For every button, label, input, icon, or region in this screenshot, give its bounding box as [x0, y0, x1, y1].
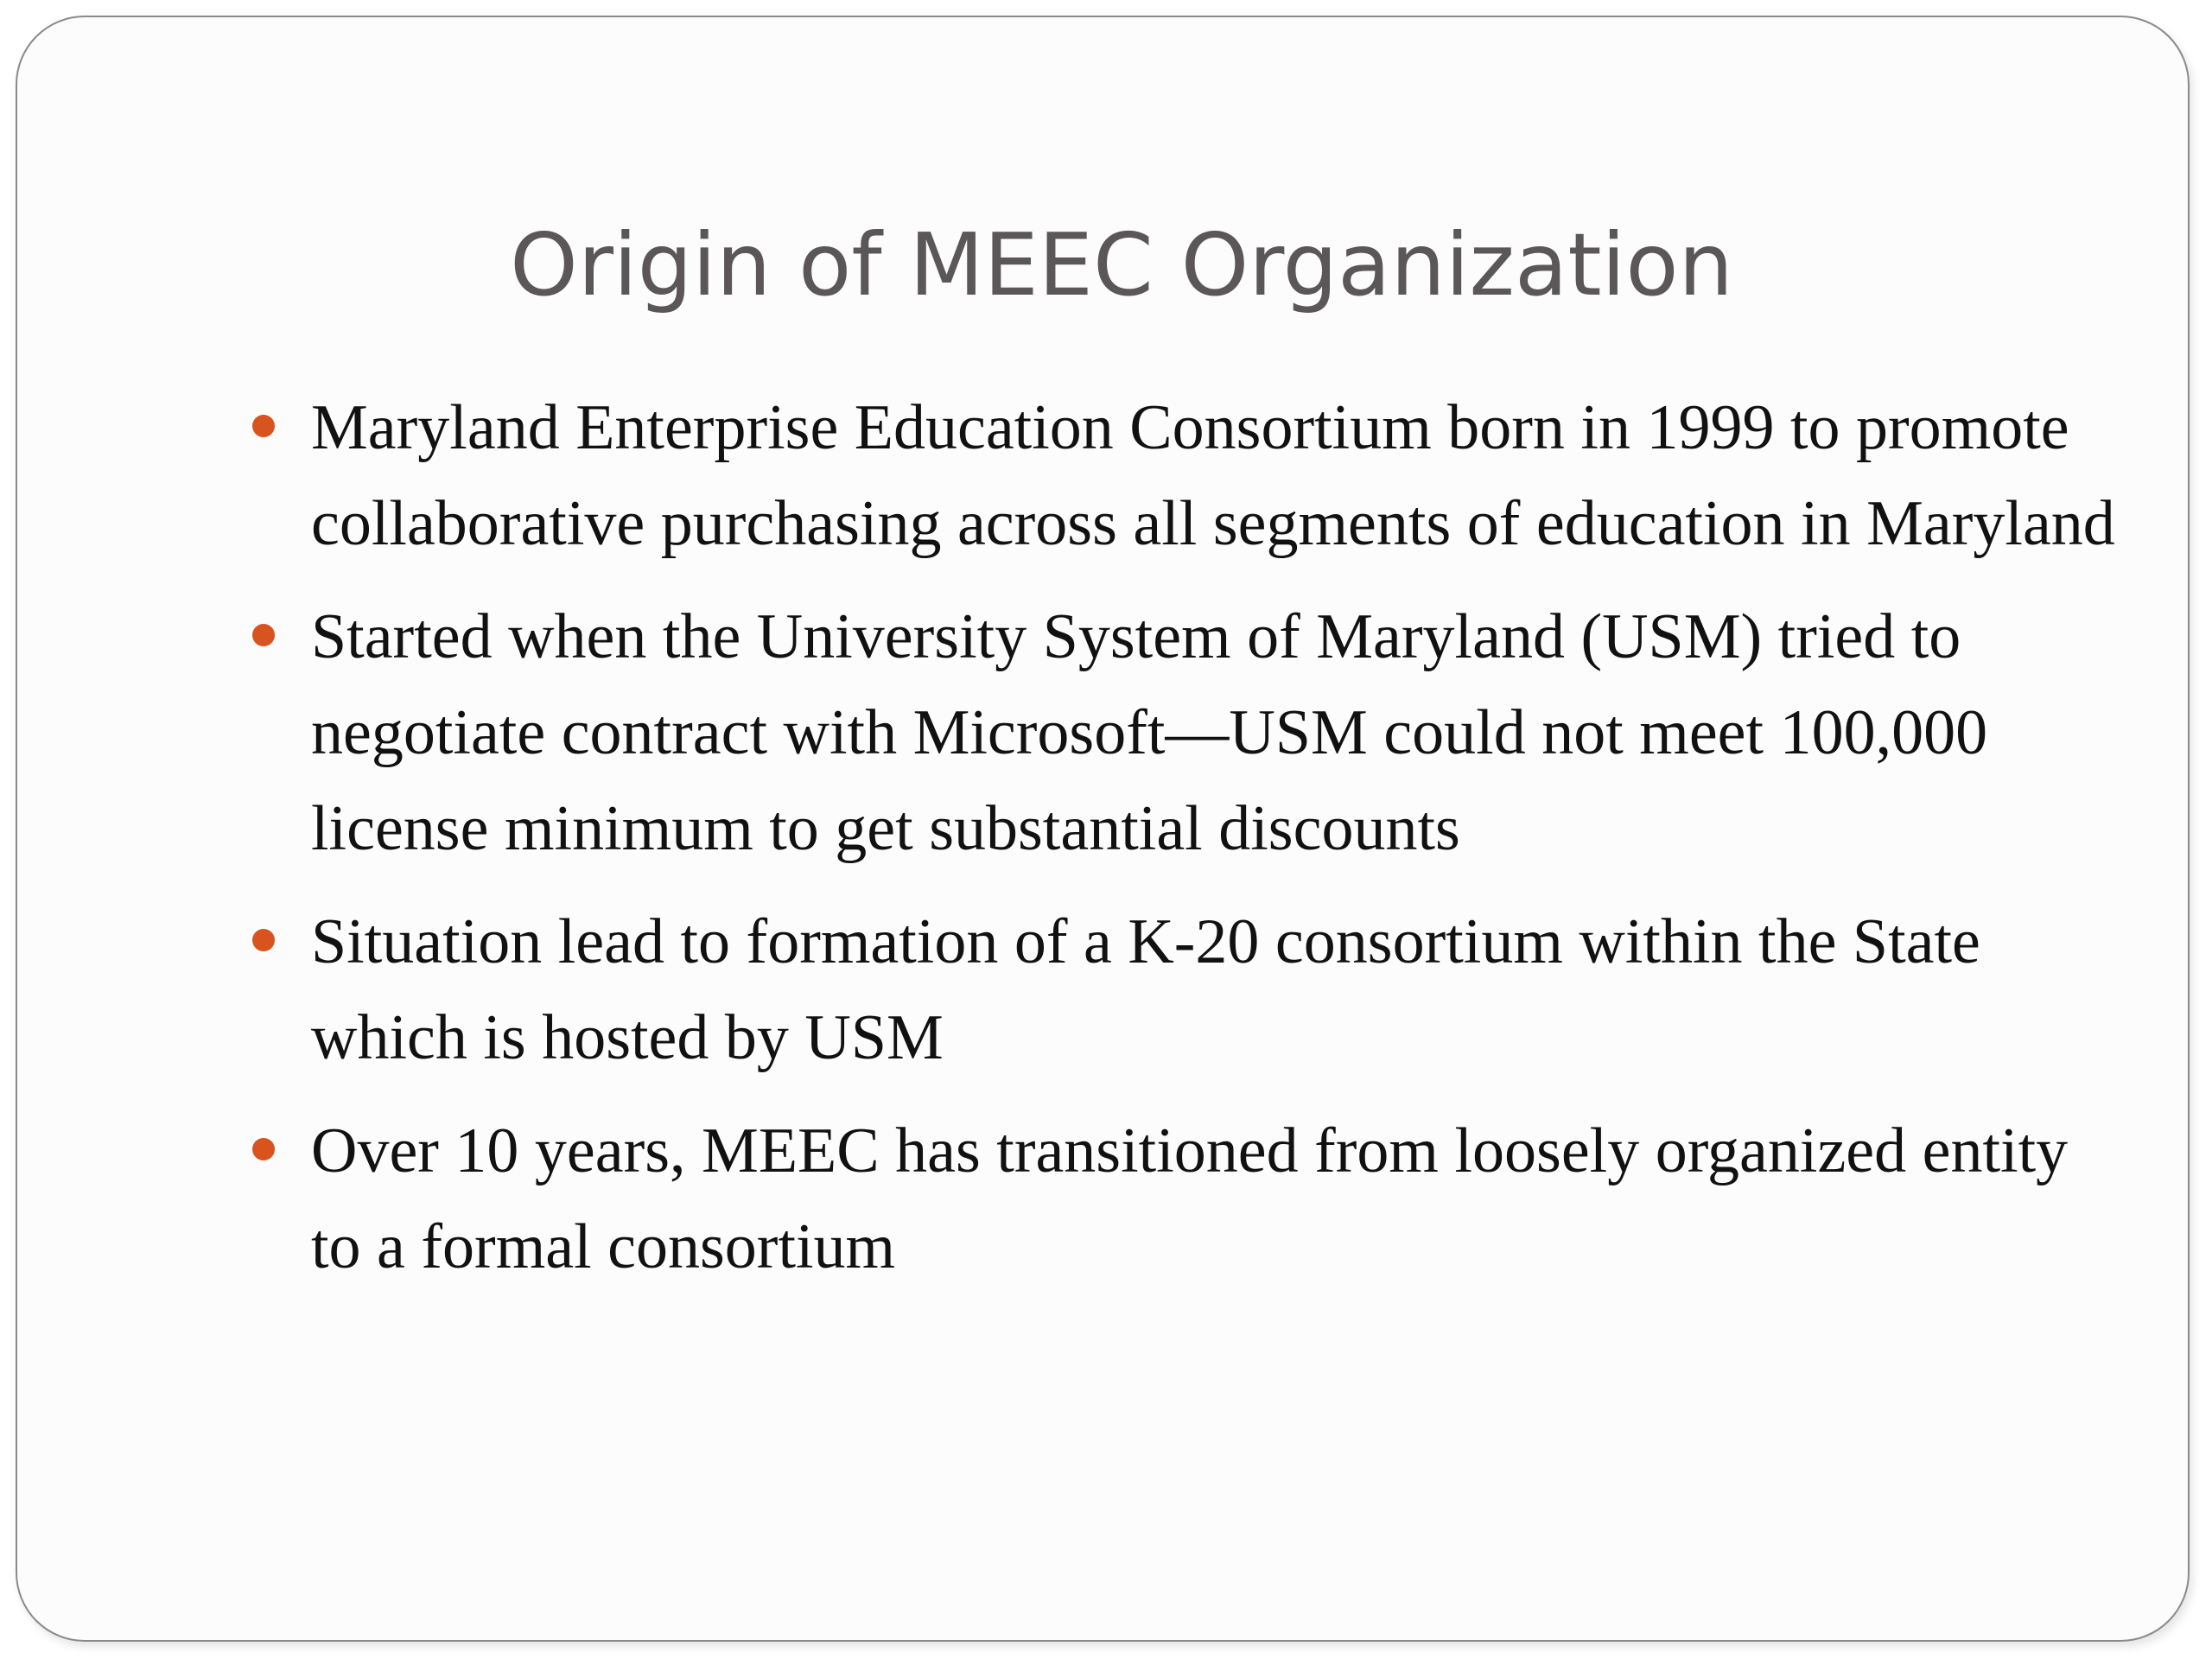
- bullet-item: [311, 894, 2126, 1086]
- bullet-text: Started when the University System of Maryland (USM) tried to negotiate contract with Microsoft—USM could not meet 100,000 license minimum to get substantial discounts: [311, 601, 1988, 864]
- bullet-dot-icon: [252, 1138, 275, 1160]
- bullet-item: [311, 589, 2126, 877]
- bullet-text: Situation lead to formation of a K-20 consortium within the State which is hosted by USM: [311, 906, 1980, 1073]
- bullet-list: [311, 380, 2126, 1313]
- bullet-text: Maryland Enterprise Education Consortium born in 1999 to promote collaborative purchasing across all segments of education in Maryland: [311, 392, 2115, 559]
- bullet-item: [311, 1103, 2126, 1295]
- bullet-text: Over 10 years, MEEC has transitioned from loosely organized entity to a formal consortium: [311, 1116, 2069, 1282]
- bullet-dot-icon: [252, 929, 275, 951]
- bullet-dot-icon: [252, 624, 275, 646]
- slide-title: Origin of MEEC Organization: [510, 214, 1733, 315]
- bullet-dot-icon: [252, 415, 275, 437]
- slide: [16, 16, 2190, 1642]
- bullet-item: [311, 380, 2126, 572]
